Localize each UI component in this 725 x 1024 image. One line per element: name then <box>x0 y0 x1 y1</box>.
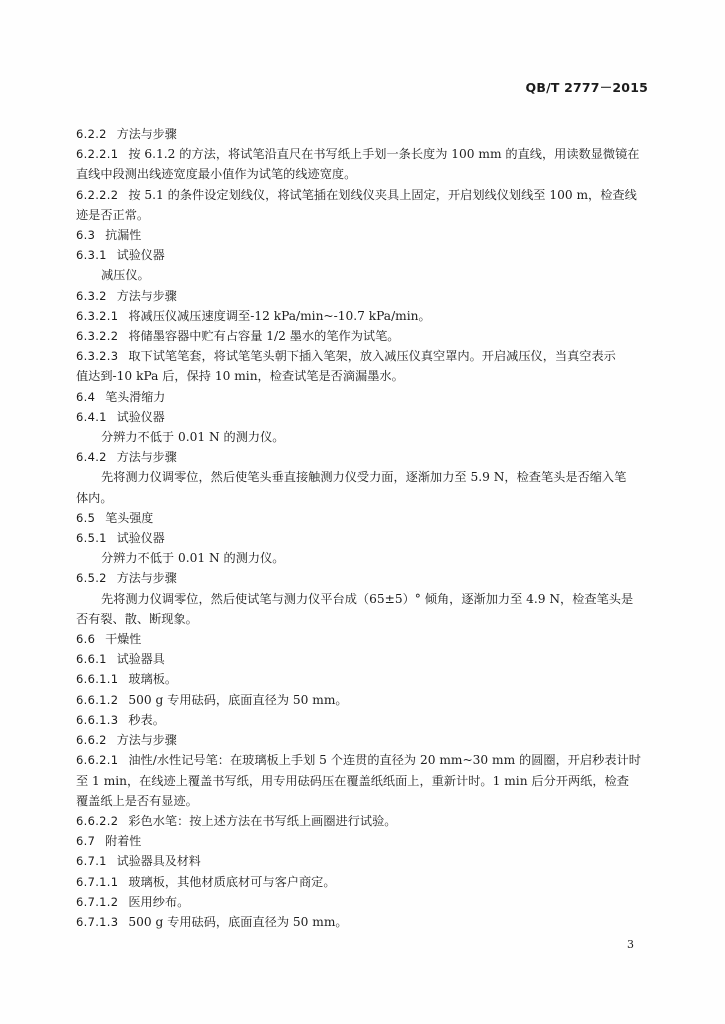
clause-number: 6.4.2 <box>76 450 107 465</box>
clause-text: 值达到-10 kPa 后，保持 10 min，检查试笔是否滴漏墨水。 <box>76 369 404 384</box>
clause-text: 直线中段测出线迹宽度最小值作为试笔的线迹宽度。 <box>76 167 357 182</box>
text-line <box>76 811 650 831</box>
clause-number: 6.2.2.1 <box>76 147 119 162</box>
clause-text: 将减压仪减压速度调至-12 kPa/min~-10.7 kPa/min。 <box>128 308 431 323</box>
section-heading <box>76 387 650 407</box>
clause-text: 按 6.1.2 的方法，将试笔沿直尺在书写纸上手划一条长度为 100 mm 的直线，用读数显微镜在 <box>128 147 640 162</box>
clause-text: 先将测力仪调零位，然后使笔头垂直接触测力仪受力面，逐渐加力至 5.9 N，检查笔头是否缩入笔 <box>101 470 627 485</box>
section-heading <box>76 447 650 467</box>
clause-text: 医用纱布。 <box>128 894 190 909</box>
heading-text: 试验仪器 <box>116 409 165 424</box>
heading-text: 附着性 <box>105 834 142 849</box>
clause-text: 迹是否正常。 <box>76 207 150 222</box>
text-line <box>76 669 650 689</box>
clause-text: 否有裂、散、断现象。 <box>76 611 198 626</box>
clause-number: 6.3.2.2 <box>76 329 119 344</box>
clause-number: 6.5.1 <box>76 531 107 546</box>
text-line <box>76 326 650 346</box>
section-heading <box>76 407 650 427</box>
clause-number: 6.6.1.2 <box>76 692 119 707</box>
clause-text: 500 g 专用砝码，底面直径为 50 mm。 <box>128 692 348 707</box>
clause-number: 6.6.1 <box>76 652 107 667</box>
clause-text: 取下试笔笔套，将试笔笔头朝下插入笔架，放入减压仪真空罩内。开启减压仪，当真空表示 <box>128 349 616 364</box>
heading-text: 方法与步骤 <box>116 733 177 748</box>
clause-text: 覆盖纸上是否有显迹。 <box>76 793 198 808</box>
clause-text: 玻璃板。 <box>128 672 178 687</box>
clause-text: 减压仪。 <box>101 268 150 283</box>
clause-number: 6.2.2 <box>76 127 107 141</box>
text-line <box>76 872 650 892</box>
heading-text: 抗漏性 <box>105 228 142 243</box>
clause-number: 6.6.2 <box>76 733 107 748</box>
clause-number: 6.3.1 <box>76 248 107 263</box>
section-heading <box>76 568 650 588</box>
clause-number: 6.7.1 <box>76 854 107 869</box>
clause-text: 分辨力不低于 0.01 N 的测力仪。 <box>101 551 285 566</box>
clause-text: 按 5.1 的条件设定划线仪，将试笔插在划线仪夹具上固定，开启划线仪划线至 100 m，检查线 <box>128 187 637 202</box>
text-line <box>76 144 650 164</box>
clause-number: 6.6.2.2 <box>76 813 119 828</box>
clause-number: 6.3 <box>76 228 96 243</box>
section-heading <box>76 124 650 144</box>
clause-number: 6.4 <box>76 389 96 404</box>
clause-number: 6.7 <box>76 834 96 849</box>
heading-text: 方法与步骤 <box>116 288 177 303</box>
heading-text: 干燥性 <box>105 632 142 647</box>
section-heading <box>76 225 650 245</box>
page-number: 3 <box>627 938 634 951</box>
heading-text: 方法与步骤 <box>116 571 177 586</box>
text-line <box>76 427 650 447</box>
heading-text: 方法与步骤 <box>116 450 177 465</box>
clause-text: 将储墨容器中贮有占容量 1/2 墨水的笔作为试笔。 <box>128 329 400 344</box>
text-line <box>76 164 650 184</box>
section-heading <box>76 286 650 306</box>
text-line <box>76 467 650 487</box>
clause-number: 6.5 <box>76 510 96 525</box>
text-line <box>76 488 650 508</box>
clause-text: 分辨力不低于 0.01 N 的测力仪。 <box>101 430 285 445</box>
text-line <box>76 589 650 609</box>
heading-text: 试验器具及材料 <box>116 854 201 869</box>
text-line <box>76 912 650 932</box>
text-line <box>76 306 650 326</box>
clause-number: 6.7.1.3 <box>76 914 119 929</box>
text-line <box>76 690 650 710</box>
text-line <box>76 366 650 386</box>
clause-text: 彩色水笔：按上述方法在书写纸上画圈进行试验。 <box>128 813 397 828</box>
text-line <box>76 892 650 912</box>
section-heading <box>76 508 650 528</box>
heading-text: 方法与步骤 <box>116 127 177 141</box>
clause-number: 6.7.1.2 <box>76 894 119 909</box>
clause-number: 6.2.2.2 <box>76 187 119 202</box>
clause-number: 6.6 <box>76 632 96 647</box>
section-heading <box>76 831 650 851</box>
section-heading <box>76 730 650 750</box>
text-line <box>76 750 650 770</box>
clause-text: 玻璃板，其他材质底材可与客户商定。 <box>128 874 336 889</box>
text-line <box>76 205 650 225</box>
section-heading <box>76 629 650 649</box>
heading-text: 笔头滑缩力 <box>105 389 166 404</box>
section-heading <box>76 245 650 265</box>
text-line <box>76 771 650 791</box>
heading-text: 试验器具 <box>116 652 165 667</box>
heading-text: 笔头强度 <box>105 510 154 525</box>
standard-code: QB/T 2777－2015 <box>525 80 648 95</box>
clause-number: 6.3.2.1 <box>76 308 119 323</box>
text-line <box>76 609 650 629</box>
text-line <box>76 346 650 366</box>
section-heading <box>76 649 650 669</box>
clause-number: 6.7.1.1 <box>76 874 119 889</box>
text-line <box>76 265 650 285</box>
heading-text: 试验仪器 <box>116 248 165 263</box>
text-line <box>76 185 650 205</box>
clause-number: 6.3.2 <box>76 288 107 303</box>
clause-number: 6.6.2.1 <box>76 753 119 768</box>
text-line <box>76 791 650 811</box>
section-heading <box>76 851 650 871</box>
text-line <box>76 710 650 730</box>
clause-text: 油性/水性记号笔：在玻璃板上手划 5 个连贯的直径为 20 mm~30 mm 的圆圈，开启秒表计时 <box>128 753 641 768</box>
heading-text: 试验仪器 <box>116 531 165 546</box>
clause-text: 秒表。 <box>128 712 165 727</box>
clause-number: 6.5.2 <box>76 571 107 586</box>
section-heading <box>76 528 650 548</box>
clause-text: 500 g 专用砝码，底面直径为 50 mm。 <box>128 914 348 929</box>
clause-number: 6.4.1 <box>76 409 107 424</box>
document-body <box>76 124 650 932</box>
clause-number: 6.3.2.3 <box>76 349 119 364</box>
clause-text: 先将测力仪调零位，然后使试笔与测力仪平台成（65±5）° 倾角，逐渐加力至 4.9 N，检查笔头是 <box>101 591 634 606</box>
clause-text: 至 1 min，在线迹上覆盖书写纸，用专用砝码压在覆盖纸纸面上，重新计时。1 min 后分开两纸，检查 <box>76 773 629 788</box>
clause-number: 6.6.1.3 <box>76 712 119 727</box>
clause-number: 6.6.1.1 <box>76 672 119 687</box>
text-line <box>76 548 650 568</box>
clause-text: 体内。 <box>76 490 113 505</box>
